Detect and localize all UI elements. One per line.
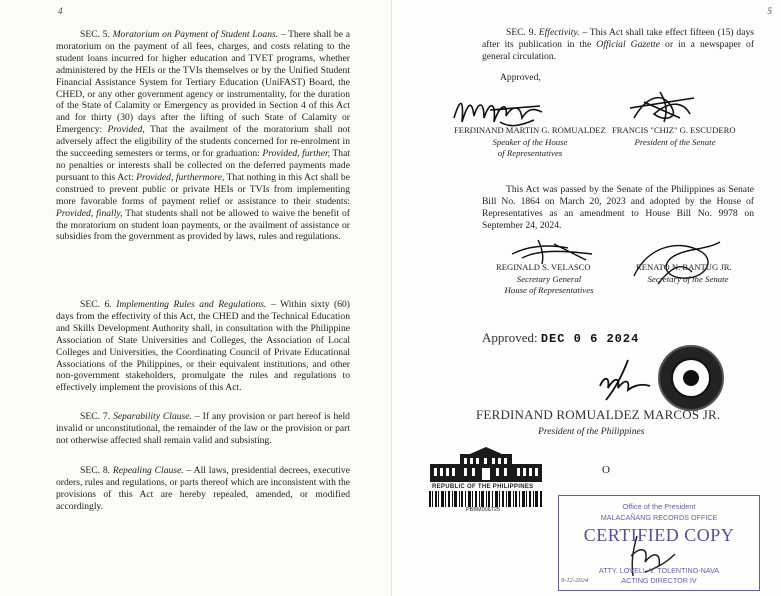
section-title: Separability Clause.: [113, 411, 192, 422]
section-text: That the availment of the moratorium shall not adversely affect the eligibility of the students concerned for re-enrolment in the succeeding semesters or terms, or for graduation:: [56, 124, 351, 160]
house-secretary-role-line2: House of Representatives: [504, 285, 594, 295]
stamp-handwritten-date: 9-12-2024: [561, 577, 589, 584]
stamp-records-office: MALACAÑANG RECORDS OFFICE: [600, 513, 718, 522]
section-text: That students shall not be allowed to waive the benefit of the moratorium on student loan payments, or the availment of assistance or subsidies from the government as provided by laws, rules and regulations.: [56, 207, 350, 243]
section-text: or in a newspaper of general circulation.: [482, 38, 755, 62]
malacanang-palace-icon: [430, 446, 542, 484]
section-text: – Within sixty (60) days from the effectivity of this Act, the CHED and the Technical Education and Skills Development Authority shall, in consultation with the Philippine Association of State Universities and Colleges, the Association of Local Colleges and Universities, the Coordinating Council of Private Educational Associations of the Philippines, or their equivalent institutions, and other non-government stakeholders, promulgate the rules and regulations to effectively implement the provisions of this Act.: [56, 299, 350, 394]
section-heading: SEC. 7.: [80, 411, 111, 422]
section-title: Implementing Rules and Regulations.: [116, 299, 267, 310]
section-heading: SEC. 9.: [506, 27, 536, 38]
seal-core: [683, 370, 699, 386]
proviso: Provided, further,: [262, 148, 331, 160]
senate-president-signature: [624, 88, 704, 126]
speaker-role-line2: of Representatives: [497, 148, 563, 158]
speaker-name: FERDINAND MARTIN G. ROMUALDEZ: [454, 125, 606, 135]
section-text: – If any provision or part hereof is held invalid or unconstitutional, the remainder of the law or the provision or part not otherwise affected shall remain valid and subsisting.: [56, 411, 350, 446]
passage-statement: [482, 184, 754, 232]
presidential-seal: [658, 345, 724, 411]
house-secretary-role-line1: Secretary General: [516, 274, 582, 284]
page-mark: O: [602, 464, 610, 476]
section-7: [56, 411, 350, 447]
stamp-certifier-title: ACTING DIRECTOR IV: [621, 576, 697, 585]
section-text: That no penalties or interests shall be collected on the deferred payments made pursuant to this Act:: [56, 148, 351, 183]
house-secretary-role: [474, 274, 624, 296]
republic-label: REPUBLIC OF THE PHILIPPINES: [432, 484, 534, 490]
senate-secretary-name: RENATO N. BANTUG JR.: [636, 262, 732, 272]
section-text: That nothing in this Act shall be construed to prevent public or private HEIs or TVIs from implementing more favorable forms of payment relief or assistance to their students:: [56, 171, 350, 207]
section-9: [482, 27, 754, 63]
section-heading: SEC. 6.: [80, 299, 112, 310]
speaker-role-line1: Speaker of the House: [492, 137, 568, 147]
section-title: Effectivity.: [538, 27, 580, 38]
section-8: [56, 465, 350, 513]
approved-label: Approved,: [500, 72, 541, 83]
section-text: – There shall be a moratorium on the payment of all fees, charges, and costs relating to the student loans incurred for higher education and TVET programs, whether administered by the HEIs or the TVIs themselves or by the Unified Student Financial Assistance System for Tertiary Education (UniFAST) Board, the CHED, or any other government agency or instrumentality, for the duration of the State of Calamity or Emergency as provided in Section 4 of this Act and for thirty (30) days after the lifting of such State of Calamity or Emergency:: [56, 29, 350, 136]
page-number: 4: [58, 6, 63, 16]
president-name: FERDINAND ROMUALDEZ MARCOS JR.: [476, 407, 721, 422]
stamp-certifier-name: ATTY. LOVELL-V. TOLENTINO-NAVA: [598, 566, 720, 575]
senate-president-role: President of the Senate: [634, 137, 716, 147]
section-text: – This Act shall take effect fifteen (15) days after its publication in the: [482, 27, 754, 50]
senate-secretary-role: Secretary of the Senate: [647, 274, 729, 284]
senate-president-name: FRANCIS "CHIZ" G. ESCUDERO: [612, 125, 736, 135]
proviso: Provided, furthermore,: [136, 171, 225, 183]
passage-text: This Act was passed by the Senate of the Philippines as Senate Bill No. 1864 on March 20, 2023 and adopted by the House of Representatives as an amendment to House Bill No. 9978 on September 24, 2024.: [482, 184, 754, 231]
house-secretary-name: REGINALD S. VELASCO: [496, 262, 591, 272]
section-title: Repealing Clause.: [112, 465, 184, 476]
approval-date-stamp: DEC 0 6 2024: [540, 332, 640, 346]
stamp-title: CERTIFIED COPY: [583, 525, 735, 545]
barcode-number: PBBM006725: [466, 507, 500, 513]
president-signature: [588, 356, 658, 404]
section-heading: SEC. 8.: [80, 465, 111, 476]
stamp-office: Office of the President: [622, 502, 696, 511]
approval-date-label: Approved:: [482, 330, 538, 345]
section-title: Moratorium on Payment of Student Loans.: [112, 29, 279, 40]
certified-copy-stamp: [558, 495, 760, 591]
speaker-role: [472, 137, 588, 159]
page-number: 5: [767, 6, 772, 16]
section-6: [56, 299, 350, 394]
president-role: President of the Philippines: [538, 426, 645, 437]
section-heading: SEC. 5.: [80, 29, 110, 40]
section-text: – All laws, presidential decrees, executive orders, rules and regulations, or parts thereof which are inconsistent with the provisions of this Act are hereby repealed, amended, or modified accordingly.: [56, 465, 350, 512]
section-5: [56, 29, 350, 243]
approval-date-line: [482, 330, 639, 346]
seal-inner-ring: [671, 358, 711, 398]
gazette-name: Official Gazette: [596, 38, 660, 50]
proviso: Provided,: [107, 124, 145, 136]
barcode-icon: [429, 491, 543, 507]
proviso: Provided, finally,: [56, 207, 123, 219]
